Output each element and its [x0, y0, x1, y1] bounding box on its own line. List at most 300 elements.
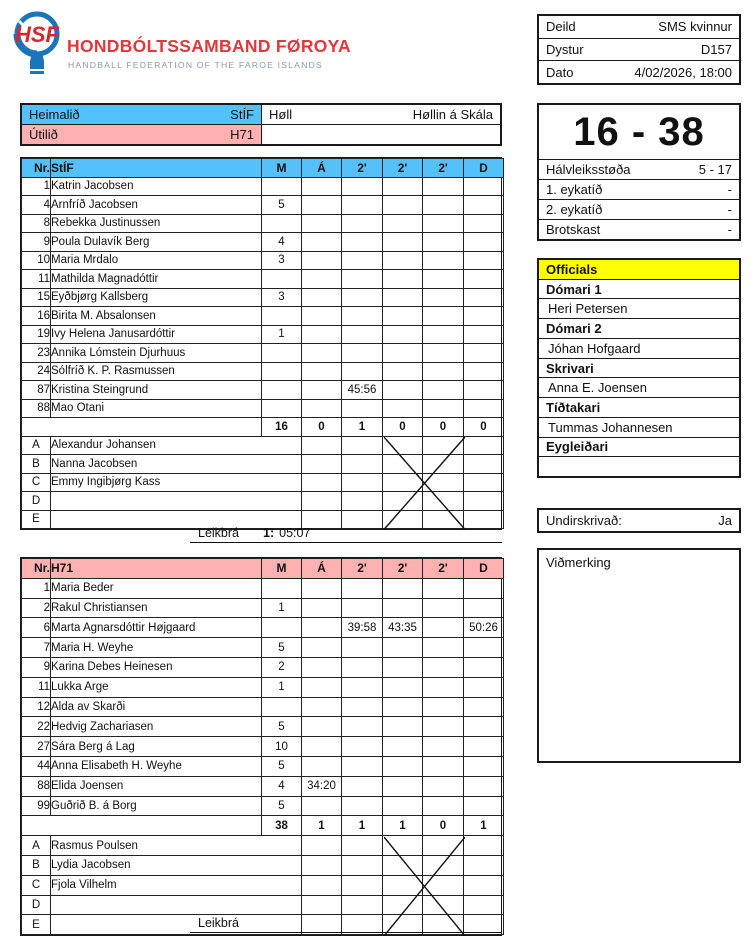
player-row [22, 796, 504, 816]
stat-cell [302, 381, 342, 400]
stat-cell [342, 796, 383, 816]
player-name-cell: Elida Joensen [51, 776, 262, 796]
stat-cell [302, 895, 342, 915]
stat-cell: 4 [262, 776, 302, 796]
player-name-cell: Rakul Christiansen [51, 598, 262, 618]
officials-box [537, 258, 741, 478]
final-score: 16 - 38 [573, 109, 705, 154]
stat-cell [342, 362, 383, 381]
stat-cell [262, 270, 302, 289]
stat-cell [423, 697, 464, 717]
stat-cell [342, 895, 383, 915]
stat-cell [383, 697, 423, 717]
stat-cell [342, 288, 383, 307]
stat-cell [383, 796, 423, 816]
player-name-cell: Anna Elisabeth H. Weyhe [51, 756, 262, 776]
stat-cell [302, 618, 342, 638]
official-letter-cell: C [22, 875, 51, 895]
totals-row [22, 418, 504, 437]
stat-cell [262, 381, 302, 400]
col-header-stat: M [262, 159, 302, 178]
official-name: Jóhan Hofgaard [539, 338, 739, 358]
stat-cell: 39:58 [342, 618, 383, 638]
stat-cell [464, 796, 504, 816]
team-official-row [22, 492, 504, 511]
stat-cell: 3 [262, 251, 302, 270]
stat-cell [383, 657, 423, 677]
stat-cell [342, 307, 383, 326]
stat-cell [423, 362, 464, 381]
stat-cell [423, 875, 464, 895]
stat-cell [302, 737, 342, 757]
col-header-stat: 2' [342, 159, 383, 178]
col-header-team: H71 [51, 559, 262, 579]
stat-cell [423, 325, 464, 344]
col-header-stat: Á [302, 559, 342, 579]
player-number-cell: 24 [22, 362, 51, 381]
stat-cell [464, 717, 504, 737]
stat-cell [302, 717, 342, 737]
stat-cell [342, 875, 383, 895]
team-official-row [22, 875, 504, 895]
stat-cell [464, 598, 504, 618]
leikbra-period: 1: [263, 526, 275, 540]
total-stat-cell: 16 [262, 418, 302, 437]
table-header-row [22, 559, 504, 579]
stat-cell [383, 325, 423, 344]
stat-cell: 5 [262, 796, 302, 816]
player-number-cell: 9 [22, 233, 51, 252]
stat-cell [262, 362, 302, 381]
col-header-stat: 2' [383, 559, 423, 579]
stat-cell [423, 233, 464, 252]
match-info-value: 4/02/2026, 18:00 [634, 64, 732, 80]
player-row [22, 270, 504, 289]
leikbra-home [190, 526, 502, 543]
players-table [21, 558, 504, 935]
stat-cell [342, 455, 383, 474]
player-row [22, 677, 504, 697]
official-name: Tummas Johannesen [539, 417, 739, 437]
stat-cell [423, 214, 464, 233]
score-sub-value: - [727, 182, 732, 197]
stat-cell [423, 756, 464, 776]
stat-cell [342, 436, 383, 455]
stat-cell: 5 [262, 756, 302, 776]
score-box [537, 103, 741, 241]
player-name-cell: Kristina Steingrund [51, 381, 262, 400]
score-sub-row [539, 179, 739, 199]
official-name: Anna E. Joensen [539, 377, 739, 397]
total-stat-cell: 1 [464, 816, 504, 836]
stat-cell [423, 796, 464, 816]
stat-cell [342, 737, 383, 757]
stat-cell [464, 855, 504, 875]
stat-cell [423, 251, 464, 270]
col-header-nr: Nr. [22, 559, 51, 579]
stat-cell [302, 233, 342, 252]
leikbra-away [190, 916, 502, 933]
stat-cell [383, 455, 423, 474]
stat-cell: 43:35 [383, 618, 423, 638]
col-header-stat: D [464, 559, 504, 579]
stat-cell [464, 270, 504, 289]
stat-cell [383, 677, 423, 697]
official-letter-cell: E [22, 510, 51, 529]
player-row [22, 196, 504, 215]
stat-cell [342, 177, 383, 196]
stat-cell [383, 578, 423, 598]
stat-cell [464, 638, 504, 658]
col-header-stat: M [262, 559, 302, 579]
stat-cell [383, 251, 423, 270]
stat-cell [383, 381, 423, 400]
col-header-stat: 2' [342, 559, 383, 579]
stat-cell [464, 288, 504, 307]
player-row [22, 177, 504, 196]
stat-cell [423, 578, 464, 598]
official-role: Eygleiðari [539, 437, 739, 457]
official-name-cell: Emmy Ingibjørg Kass [51, 473, 302, 492]
stat-cell [302, 492, 342, 511]
leikbra-time: 05:07 [279, 526, 311, 540]
stat-cell: 2 [262, 657, 302, 677]
player-number-cell: 16 [22, 307, 51, 326]
player-number-cell: 23 [22, 344, 51, 363]
stat-cell [383, 598, 423, 618]
stat-cell [302, 399, 342, 418]
stat-cell [464, 177, 504, 196]
hsf-logo-icon [12, 8, 62, 85]
stat-cell: 5 [262, 638, 302, 658]
stat-cell [342, 578, 383, 598]
stat-cell [302, 796, 342, 816]
stat-cell [423, 270, 464, 289]
total-stat-cell: 0 [383, 418, 423, 437]
stat-cell [423, 836, 464, 856]
stat-cell: 45:56 [342, 381, 383, 400]
score-sub-value: - [727, 202, 732, 217]
player-row [22, 618, 504, 638]
official-name-cell: Alexandur Johansen [51, 436, 302, 455]
team-official-row [22, 455, 504, 474]
stat-cell [423, 717, 464, 737]
stat-cell [342, 598, 383, 618]
stat-cell [423, 776, 464, 796]
player-row [22, 657, 504, 677]
stat-cell [464, 697, 504, 717]
stat-cell [423, 638, 464, 658]
stat-cell [464, 436, 504, 455]
player-name-cell: Mao Otani [51, 399, 262, 418]
match-info-row [539, 38, 739, 61]
stat-cell [464, 325, 504, 344]
stat-cell [464, 836, 504, 856]
col-header-nr: Nr. [22, 159, 51, 178]
stat-cell [464, 307, 504, 326]
stat-cell [302, 214, 342, 233]
stat-cell [423, 657, 464, 677]
stat-cell [383, 288, 423, 307]
player-number-cell: 12 [22, 697, 51, 717]
official-letter-cell: D [22, 492, 51, 511]
team-official-row [22, 855, 504, 875]
stat-cell [383, 214, 423, 233]
officials-title: Officials [539, 260, 739, 279]
stat-cell [342, 214, 383, 233]
stat-cell [423, 492, 464, 511]
official-name: Heri Petersen [539, 298, 739, 318]
org-title: HONDBÓLTSSAMBAND FØROYA [67, 36, 351, 56]
official-letter-cell: A [22, 836, 51, 856]
player-number-cell: 7 [22, 638, 51, 658]
stat-cell [262, 307, 302, 326]
match-info-value: SMS kvinnur [658, 19, 732, 35]
total-stat-cell: 0 [423, 816, 464, 836]
official-letter-cell: D [22, 895, 51, 915]
home-team-name: StÍF [230, 106, 254, 122]
stat-cell [342, 233, 383, 252]
stat-cell [302, 875, 342, 895]
hall-cell [262, 105, 500, 125]
stat-cell [464, 677, 504, 697]
official-letter-cell: B [22, 455, 51, 474]
player-number-cell: 87 [22, 381, 51, 400]
home-team-label: Heimalið [29, 106, 80, 122]
stat-cell [302, 307, 342, 326]
stat-cell [302, 177, 342, 196]
stat-cell [383, 436, 423, 455]
player-row [22, 717, 504, 737]
player-number-cell: 8 [22, 214, 51, 233]
col-header-team: StÍF [51, 159, 262, 178]
stat-cell [383, 855, 423, 875]
player-name-cell: Poula Dulavík Berg [51, 233, 262, 252]
player-name-cell: Annika Lómstein Djurhuus [51, 344, 262, 363]
signature-label: Undirskrivað: [546, 513, 622, 528]
score-sub-row [539, 199, 739, 219]
stat-cell [383, 895, 423, 915]
match-info-row [539, 16, 739, 38]
stat-cell [383, 399, 423, 418]
player-number-cell: 99 [22, 796, 51, 816]
svg-text:HSF: HSF [15, 22, 59, 47]
stat-cell [464, 455, 504, 474]
stat-cell [464, 214, 504, 233]
stat-cell [464, 381, 504, 400]
stat-cell [464, 737, 504, 757]
stat-cell [302, 657, 342, 677]
stat-cell [423, 307, 464, 326]
stat-cell: 5 [262, 196, 302, 215]
player-number-cell: 11 [22, 677, 51, 697]
stat-cell [302, 756, 342, 776]
stat-cell: 1 [262, 325, 302, 344]
stat-cell [383, 737, 423, 757]
stat-cell [342, 776, 383, 796]
score-sub-value: 5 - 17 [698, 162, 732, 177]
player-row [22, 776, 504, 796]
player-row [22, 288, 504, 307]
score-sub-label: 1. eykatíð [546, 182, 603, 197]
stat-cell [423, 399, 464, 418]
player-row [22, 697, 504, 717]
player-row [22, 362, 504, 381]
col-header-stat: 2' [383, 159, 423, 178]
official-letter-cell: A [22, 436, 51, 455]
stat-cell [423, 288, 464, 307]
stat-cell [423, 381, 464, 400]
teams-box [20, 103, 502, 146]
stat-cell [302, 251, 342, 270]
match-info-row [539, 60, 739, 83]
official-name-cell: Fjola Vilhelm [51, 875, 302, 895]
totals-spacer-cell [22, 418, 262, 437]
player-row [22, 325, 504, 344]
stat-cell [262, 177, 302, 196]
stat-cell [383, 492, 423, 511]
stat-cell [302, 473, 342, 492]
col-header-stat: 2' [423, 159, 464, 178]
stat-cell [383, 836, 423, 856]
org-subtitle: HANDBALL FEDERATION OF THE FAROE ISLANDS [68, 60, 323, 70]
stat-cell [302, 598, 342, 618]
player-number-cell: 88 [22, 399, 51, 418]
stat-cell [383, 756, 423, 776]
stat-cell [383, 362, 423, 381]
player-name-cell: Hedvig Zachariasen [51, 717, 262, 737]
player-number-cell: 88 [22, 776, 51, 796]
stat-cell [464, 362, 504, 381]
stat-cell [302, 288, 342, 307]
player-name-cell: Lukka Arge [51, 677, 262, 697]
stat-cell [464, 251, 504, 270]
stat-cell [302, 362, 342, 381]
stat-cell [423, 618, 464, 638]
remarks-box [537, 548, 741, 763]
stat-cell [262, 697, 302, 717]
total-stat-cell: 1 [383, 816, 423, 836]
stat-cell [342, 344, 383, 363]
stat-cell [302, 855, 342, 875]
official-name-cell [51, 895, 302, 915]
player-row [22, 344, 504, 363]
stat-cell [464, 756, 504, 776]
stat-cell [423, 455, 464, 474]
total-stat-cell: 1 [342, 418, 383, 437]
away-team-name: H71 [230, 126, 254, 142]
player-number-cell: 27 [22, 737, 51, 757]
away-team-label: Útilið [29, 126, 58, 142]
stat-cell [342, 251, 383, 270]
match-info-label: Dystur [546, 42, 584, 57]
player-name-cell: Maria Mrdalo [51, 251, 262, 270]
hall-name: Høllin á Skála [412, 106, 493, 122]
signature-value: Ja [718, 513, 732, 528]
total-stat-cell: 0 [464, 418, 504, 437]
player-number-cell: 1 [22, 177, 51, 196]
stat-cell [302, 677, 342, 697]
official-name-cell: Lydia Jacobsen [51, 855, 302, 875]
player-name-cell: Maria Beder [51, 578, 262, 598]
stat-cell [383, 233, 423, 252]
player-number-cell: 9 [22, 657, 51, 677]
away-team-cell [22, 125, 262, 145]
stat-cell [302, 697, 342, 717]
stat-cell [302, 270, 342, 289]
stat-cell: 4 [262, 233, 302, 252]
stat-cell [464, 895, 504, 915]
match-info-box [537, 14, 741, 85]
player-name-cell: Guðrið B. á Borg [51, 796, 262, 816]
player-number-cell: 22 [22, 717, 51, 737]
player-number-cell: 4 [22, 196, 51, 215]
official-name-cell [51, 492, 302, 511]
stat-cell [302, 578, 342, 598]
stat-cell [383, 638, 423, 658]
stat-cell [342, 270, 383, 289]
match-info-label: Dato [546, 64, 574, 80]
player-name-cell: Sára Berg á Lag [51, 737, 262, 757]
stat-cell [464, 233, 504, 252]
stat-cell [302, 196, 342, 215]
stat-cell [423, 598, 464, 618]
stat-cell [464, 344, 504, 363]
player-row [22, 381, 504, 400]
total-stat-cell: 1 [302, 816, 342, 836]
player-name-cell: Birita M. Absalonsen [51, 307, 262, 326]
stat-cell [342, 473, 383, 492]
empty-cell [262, 125, 500, 145]
stat-cell [262, 618, 302, 638]
stat-cell [342, 657, 383, 677]
player-number-cell: 44 [22, 756, 51, 776]
stat-cell: 3 [262, 288, 302, 307]
player-row [22, 737, 504, 757]
stat-cell: 5 [262, 717, 302, 737]
player-row [22, 399, 504, 418]
official-name [539, 456, 739, 476]
team-official-row [22, 473, 504, 492]
official-role: Dómari 2 [539, 318, 739, 338]
leikbra-label: Leikbrá [198, 916, 239, 930]
stat-cell [464, 578, 504, 598]
player-row [22, 233, 504, 252]
total-stat-cell: 1 [342, 816, 383, 836]
player-row [22, 251, 504, 270]
stat-cell [342, 697, 383, 717]
official-role: Skrivari [539, 358, 739, 378]
player-row [22, 578, 504, 598]
stat-cell [342, 492, 383, 511]
stat-cell [464, 196, 504, 215]
official-letter-cell: B [22, 855, 51, 875]
stat-cell [423, 855, 464, 875]
players-table [21, 158, 504, 529]
signature-box [537, 508, 741, 533]
stat-cell [342, 717, 383, 737]
player-number-cell: 1 [22, 578, 51, 598]
official-letter-cell: C [22, 473, 51, 492]
player-name-cell: Maria H. Weyhe [51, 638, 262, 658]
player-name-cell: Rebekka Justinussen [51, 214, 262, 233]
player-number-cell: 15 [22, 288, 51, 307]
official-role: Dómari 1 [539, 279, 739, 299]
player-name-cell: Arnfríð Jacobsen [51, 196, 262, 215]
table-header-row [22, 159, 504, 178]
stat-cell [383, 177, 423, 196]
home-team-cell [22, 105, 262, 125]
